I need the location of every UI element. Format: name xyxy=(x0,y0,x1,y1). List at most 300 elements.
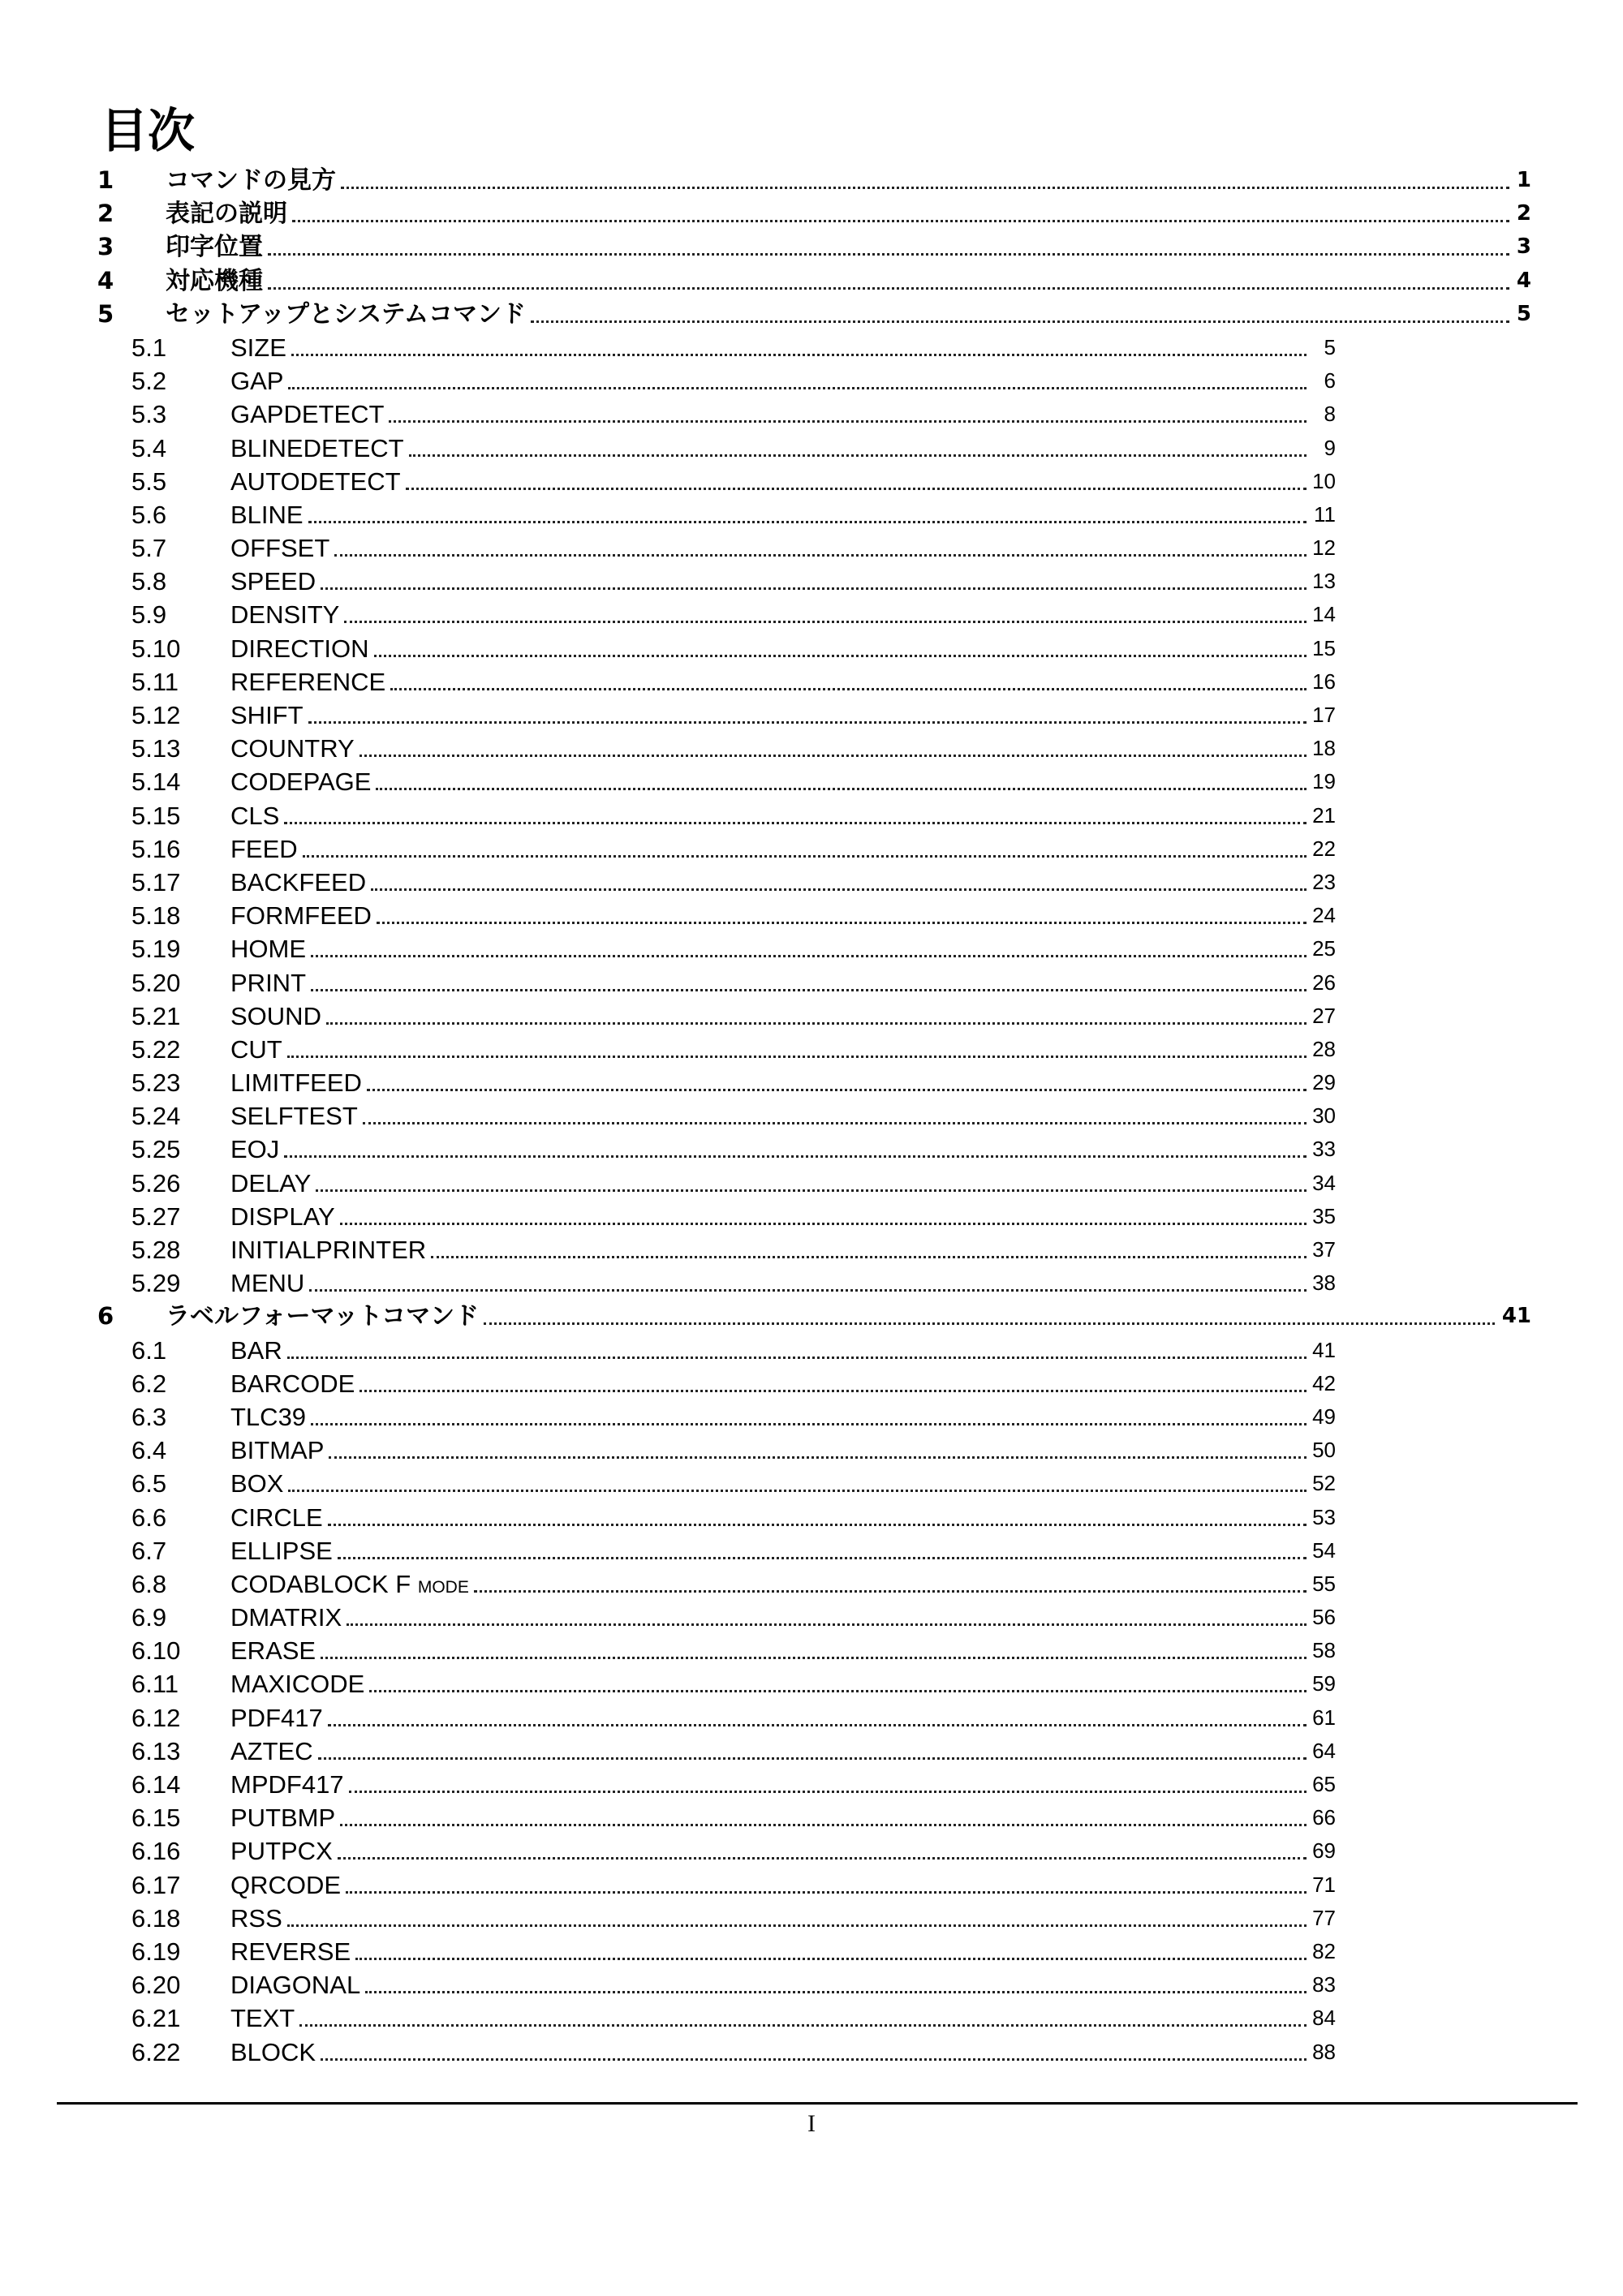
toc-entry-subsection[interactable] xyxy=(0,1066,1623,1099)
toc-entry-title: セットアップとシステムコマンド xyxy=(166,299,526,329)
toc-entry-page: 64 xyxy=(1312,1738,1336,1763)
toc-entry-title xyxy=(230,1834,333,1868)
toc-entry-title xyxy=(230,1935,351,1968)
toc-entry-title-text: AUTODETECT xyxy=(230,467,401,496)
dot-leader xyxy=(341,187,1509,189)
toc-entry-number: 5.17 xyxy=(131,867,181,896)
toc-entry-subsection[interactable] xyxy=(0,1768,1623,1801)
toc-entry-page: 10 xyxy=(1312,468,1336,493)
dot-leader xyxy=(334,554,1307,557)
dot-leader xyxy=(328,1724,1307,1726)
toc-entry-title-text: MENU xyxy=(230,1269,305,1298)
toc-entry-page: 56 xyxy=(1312,1605,1336,1630)
toc-entry-number: 6.3 xyxy=(131,1402,167,1431)
toc-entry-page: 6 xyxy=(1324,368,1336,393)
toc-entry-page: 37 xyxy=(1312,1237,1336,1262)
toc-entry-title-text: SPEED xyxy=(230,567,316,596)
toc-entry-title-text: BOX xyxy=(230,1469,284,1498)
toc-entry-number: 5.13 xyxy=(131,734,181,763)
toc-entry-number: 6.2 xyxy=(131,1369,167,1398)
toc-entry-title xyxy=(230,932,306,965)
toc-entry-number: 5.2 xyxy=(131,367,167,396)
toc-entry-title xyxy=(230,1099,358,1133)
toc-entry-title-text: REVERSE xyxy=(230,1937,351,1966)
toc-entry-page: 50 xyxy=(1312,1438,1336,1463)
toc-entry-page: 35 xyxy=(1312,1203,1336,1228)
dot-leader xyxy=(340,1223,1307,1225)
toc-entry-number: 5.3 xyxy=(131,400,167,429)
toc-entry-title xyxy=(230,1066,362,1099)
toc-entry-number: 6.10 xyxy=(131,1636,181,1666)
toc-entry-title-text: DIAGONAL xyxy=(230,1971,361,2000)
toc-entry-section[interactable] xyxy=(0,298,1623,331)
dot-leader xyxy=(347,1623,1307,1626)
dot-leader xyxy=(288,1490,1307,1492)
toc-entry-subsection[interactable] xyxy=(0,2036,1623,2069)
toc-entry-subsection[interactable] xyxy=(0,2001,1623,2035)
toc-entry-title-text: SOUND xyxy=(230,1001,321,1030)
toc-entry-title-text: HOME xyxy=(230,935,306,964)
toc-entry-number: 5.22 xyxy=(131,1034,181,1064)
toc-entry-title-text: EOJ xyxy=(230,1135,280,1164)
toc-entry-title xyxy=(230,699,304,732)
dot-leader xyxy=(531,320,1509,323)
toc-entry-subsection[interactable] xyxy=(0,1099,1623,1133)
toc-entry-number: 5.14 xyxy=(131,767,181,797)
toc-entry-page: 5 xyxy=(1324,334,1336,359)
toc-entry-page: 26 xyxy=(1312,970,1336,995)
toc-entry-subsection[interactable] xyxy=(0,966,1623,1000)
toc-entry-page: 30 xyxy=(1312,1103,1336,1129)
toc-entry-subsection[interactable] xyxy=(0,531,1623,565)
dot-leader xyxy=(291,354,1307,356)
toc-entry-title xyxy=(230,1735,313,1768)
toc-entry-number: 6.19 xyxy=(131,1937,181,1966)
toc-entry-subsection[interactable] xyxy=(0,398,1623,431)
toc-entry-title-text: FEED xyxy=(230,834,298,863)
toc-entry-title-text: DMATRIX xyxy=(230,1603,342,1632)
dot-leader xyxy=(376,788,1307,790)
toc-entry-number: 5.28 xyxy=(131,1236,181,1264)
toc-entry-page: 2 xyxy=(1516,201,1531,226)
toc-title: 目次 xyxy=(101,103,196,158)
toc-entry-title-text: PDF417 xyxy=(230,1703,323,1732)
dot-leader xyxy=(308,521,1307,523)
toc-entry-title-text: BAR xyxy=(230,1335,282,1365)
toc-entry-number: 6.5 xyxy=(131,1469,167,1498)
toc-entry-subsection[interactable] xyxy=(0,1200,1623,1233)
toc-entry-number: 5.16 xyxy=(131,834,181,863)
toc-entry-title-text: LIMITFEED xyxy=(230,1068,362,1098)
dot-leader xyxy=(371,888,1307,891)
toc-entry-subsection[interactable] xyxy=(0,732,1623,765)
toc-entry-subsection[interactable] xyxy=(0,899,1623,932)
toc-entry-page: 17 xyxy=(1312,703,1336,727)
toc-entry-number: 6.14 xyxy=(131,1770,181,1799)
toc-entry-subsection[interactable] xyxy=(0,565,1623,598)
toc-entry-title xyxy=(230,364,283,398)
toc-entry-page: 69 xyxy=(1312,1838,1336,1864)
toc-entry-title-text: CODEPAGE xyxy=(230,767,372,797)
toc-entry-subsection[interactable] xyxy=(0,1133,1623,1166)
toc-entry-number: 6.4 xyxy=(131,1436,167,1465)
dot-leader xyxy=(287,1357,1307,1359)
toc-entry-title-text: CIRCLE xyxy=(230,1503,323,1532)
toc-entry-subsection[interactable] xyxy=(0,932,1623,965)
toc-entry-title xyxy=(230,1601,342,1634)
toc-entry-subsection[interactable] xyxy=(0,498,1623,531)
dot-leader xyxy=(355,1958,1307,1960)
toc-entry-subsection[interactable] xyxy=(0,1601,1623,1634)
toc-entry-page: 18 xyxy=(1312,736,1336,761)
toc-entry-subsection[interactable] xyxy=(0,1167,1623,1200)
dot-leader xyxy=(431,1256,1307,1258)
toc-entry-subsection[interactable] xyxy=(0,1501,1623,1534)
dot-leader xyxy=(484,1322,1495,1325)
toc-entry-number: 5.5 xyxy=(131,467,167,496)
toc-entry-page: 88 xyxy=(1312,2039,1336,2064)
toc-entry-title xyxy=(230,398,384,431)
toc-entry-title xyxy=(230,1567,469,1604)
toc-entry-title xyxy=(230,732,355,765)
toc-entry-title xyxy=(230,632,369,665)
dot-leader xyxy=(369,1690,1307,1692)
toc-entry-title xyxy=(230,1233,426,1266)
toc-entry-page: 9 xyxy=(1324,435,1336,460)
toc-entry-page: 24 xyxy=(1312,903,1336,928)
toc-entry-page: 83 xyxy=(1312,1972,1336,1997)
dot-leader xyxy=(321,2058,1307,2061)
toc-entry-subsection[interactable] xyxy=(0,665,1623,699)
toc-entry-page: 21 xyxy=(1312,802,1336,828)
toc-entry-subsection[interactable] xyxy=(0,1667,1623,1701)
dot-leader xyxy=(329,1456,1307,1459)
toc-entry-title xyxy=(230,531,329,565)
toc-entry-number: 5.24 xyxy=(131,1102,181,1131)
toc-entry-title-text: CLS xyxy=(230,801,280,830)
toc-entry-number: 5.21 xyxy=(131,1001,181,1030)
toc-entry-subsection[interactable] xyxy=(0,598,1623,631)
toc-entry-title xyxy=(230,1033,282,1066)
toc-entry-page: 41 xyxy=(1312,1337,1336,1362)
toc-entry-page: 55 xyxy=(1312,1571,1336,1596)
toc-entry-subsection[interactable] xyxy=(0,1400,1623,1434)
dot-leader xyxy=(318,1757,1307,1760)
toc-entry-subsection[interactable] xyxy=(0,699,1623,732)
toc-entry-page: 34 xyxy=(1312,1170,1336,1195)
toc-entry-page: 49 xyxy=(1312,1404,1336,1429)
toc-entry-page: 8 xyxy=(1324,402,1336,427)
toc-entry-title-text: ELLIPSE xyxy=(230,1536,333,1565)
toc-entry-title-suffix: MODE xyxy=(417,1577,469,1597)
dot-leader xyxy=(338,1557,1307,1559)
dot-leader xyxy=(363,1122,1307,1124)
toc-entry-title-text: DENSITY xyxy=(230,600,340,630)
toc-entry-title-text: SIZE xyxy=(230,333,286,362)
toc-entry-title xyxy=(230,966,306,1000)
dot-leader xyxy=(287,1924,1307,1927)
page-number: I xyxy=(807,2110,816,2137)
toc-entry-title-text: OFFSET xyxy=(230,534,330,563)
toc-entry-section[interactable] xyxy=(0,197,1623,230)
toc-entry-title xyxy=(230,866,366,899)
toc-entry-title-text: SHIFT xyxy=(230,701,304,729)
toc-entry-subsection[interactable] xyxy=(0,1701,1623,1735)
toc-entry-title-text: BARCODE xyxy=(230,1369,355,1398)
toc-entry-number: 6.22 xyxy=(131,2037,181,2066)
toc-entry-page: 19 xyxy=(1312,769,1336,794)
dot-leader xyxy=(292,220,1509,222)
toc-entry-subsection[interactable] xyxy=(0,866,1623,899)
dot-leader xyxy=(340,1824,1307,1826)
dot-leader xyxy=(338,1857,1307,1860)
toc-entry-title xyxy=(230,1902,282,1935)
dot-leader xyxy=(321,587,1307,590)
toc-entry-page: 66 xyxy=(1312,1805,1336,1830)
toc-entry-number: 5.7 xyxy=(131,534,167,563)
toc-entry-title xyxy=(230,498,304,531)
toc-entry-number: 5 xyxy=(97,299,114,328)
toc-entry-title-text: DIRECTION xyxy=(230,634,369,663)
toc-entry-title-text: QRCODE xyxy=(230,1870,342,1899)
dot-leader xyxy=(406,488,1307,490)
toc-entry-subsection[interactable] xyxy=(0,1367,1623,1400)
toc-entry-title xyxy=(230,1501,323,1534)
toc-entry-title-text: FORMFEED xyxy=(230,901,372,931)
dot-leader xyxy=(374,655,1307,657)
toc-entry-subsection[interactable] xyxy=(0,1935,1623,1968)
toc-entry-title xyxy=(230,1167,311,1200)
toc-entry-page: 25 xyxy=(1312,936,1336,961)
toc-entry-section[interactable] xyxy=(0,264,1623,298)
dot-leader xyxy=(326,1022,1307,1025)
toc-entry-number: 6.21 xyxy=(131,2004,181,2033)
toc-entry-number: 5.26 xyxy=(131,1168,181,1197)
toc-entry-number: 6.8 xyxy=(131,1569,167,1598)
toc-entry-page: 61 xyxy=(1312,1705,1336,1730)
toc-entry-title-text: SELFTEST xyxy=(230,1102,358,1131)
toc-entry-number: 5.10 xyxy=(131,634,181,663)
dot-leader xyxy=(308,721,1307,724)
dot-leader xyxy=(309,1289,1307,1292)
toc-entry-number: 5.8 xyxy=(131,567,167,596)
toc-entry-subsection[interactable] xyxy=(0,364,1623,398)
toc-entry-title-text: INITIALPRINTER xyxy=(230,1236,427,1264)
toc-entry-title xyxy=(230,765,371,798)
toc-entry-page: 82 xyxy=(1312,1938,1336,1963)
toc-entry-number: 5.6 xyxy=(131,500,167,529)
toc-entry-subsection[interactable] xyxy=(0,1534,1623,1567)
dot-leader xyxy=(311,1423,1307,1425)
dot-leader xyxy=(321,1657,1307,1659)
toc-entry-title xyxy=(230,1467,283,1500)
toc-entry-title xyxy=(230,799,279,832)
toc-entry-title xyxy=(230,1768,344,1801)
toc-entry-title: ラベルフォーマットコマンド xyxy=(166,1302,480,1331)
toc-entry-title-text: CUT xyxy=(230,1034,282,1064)
toc-entry-subsection[interactable] xyxy=(0,1735,1623,1768)
toc-entry-number: 5.1 xyxy=(131,333,167,362)
toc-entry-title-text: ERASE xyxy=(230,1636,316,1666)
toc-entry-title-text: COUNTRY xyxy=(230,734,355,763)
dot-leader xyxy=(316,1189,1307,1192)
toc-entry-title: 表記の説明 xyxy=(166,200,287,229)
toc-entry-page: 33 xyxy=(1312,1137,1336,1162)
toc-entry-subsection[interactable] xyxy=(0,432,1623,465)
toc-entry-page: 13 xyxy=(1312,569,1336,594)
toc-entry-title xyxy=(230,1968,360,2001)
toc-entry-subsection[interactable] xyxy=(0,632,1623,665)
toc-entry-page: 28 xyxy=(1312,1036,1336,1061)
toc-entry-subsection[interactable] xyxy=(0,465,1623,498)
toc-entry-subsection[interactable] xyxy=(0,1801,1623,1834)
toc-entry-subsection[interactable] xyxy=(0,331,1623,364)
toc-entry-number: 6.13 xyxy=(131,1736,181,1765)
dot-leader xyxy=(344,621,1307,623)
toc-entry-number: 5.12 xyxy=(131,701,181,729)
dot-leader xyxy=(390,688,1307,690)
toc-entry-subsection[interactable] xyxy=(0,1902,1623,1935)
dot-leader xyxy=(288,387,1307,389)
toc-entry-title-text: TLC39 xyxy=(230,1402,307,1431)
toc-entry-title-text: MPDF417 xyxy=(230,1770,344,1799)
dot-leader xyxy=(311,989,1307,991)
toc-entry-title xyxy=(230,1801,335,1834)
toc-entry-title xyxy=(230,1400,306,1434)
toc-entry-subsection[interactable] xyxy=(0,1467,1623,1500)
toc-entry-subsection[interactable] xyxy=(0,1634,1623,1667)
toc-entry-page: 58 xyxy=(1312,1638,1336,1663)
dot-leader xyxy=(284,1155,1307,1158)
dot-leader xyxy=(311,955,1307,957)
toc-entry-subsection[interactable] xyxy=(0,1266,1623,1300)
toc-entry-section[interactable] xyxy=(0,230,1623,264)
toc-entry-number: 5.15 xyxy=(131,801,181,830)
toc-entry-page: 41 xyxy=(1501,1304,1531,1329)
toc-entry-subsection[interactable] xyxy=(0,1000,1623,1033)
toc-entry-title-text: MAXICODE xyxy=(230,1670,365,1699)
toc-entry-subsection[interactable] xyxy=(0,1968,1623,2001)
toc-entry-number: 6.16 xyxy=(131,1837,181,1866)
toc-entry-number: 3 xyxy=(97,233,114,261)
table-of-contents xyxy=(0,164,1623,2069)
toc-entry-number: 6.1 xyxy=(131,1335,167,1365)
toc-entry-title-text: AZTEC xyxy=(230,1736,313,1765)
toc-entry-page: 71 xyxy=(1312,1872,1336,1897)
toc-entry-page: 52 xyxy=(1312,1471,1336,1496)
toc-entry-number: 6.18 xyxy=(131,1903,181,1933)
toc-entry-number: 5.19 xyxy=(131,935,181,964)
toc-entry-subsection[interactable] xyxy=(0,799,1623,832)
toc-entry-title xyxy=(230,832,298,866)
toc-entry-subsection[interactable] xyxy=(0,832,1623,866)
toc-entry-page: 1 xyxy=(1516,168,1531,192)
toc-entry-subsection[interactable] xyxy=(0,1567,1623,1601)
toc-entry-page: 84 xyxy=(1312,2006,1336,2031)
toc-entry-subsection[interactable] xyxy=(0,1033,1623,1066)
toc-entry-title xyxy=(230,1634,316,1667)
toc-entry-title xyxy=(230,1133,279,1166)
toc-entry-title: コマンドの見方 xyxy=(166,166,336,195)
toc-entry-title xyxy=(230,2036,316,2069)
dot-leader xyxy=(268,253,1509,256)
toc-entry-subsection[interactable] xyxy=(0,1233,1623,1266)
toc-entry-title xyxy=(230,665,385,699)
toc-entry-title xyxy=(230,598,339,631)
toc-entry-number: 1 xyxy=(97,166,114,194)
toc-entry-page: 3 xyxy=(1516,234,1531,260)
toc-entry-number: 6.15 xyxy=(131,1804,181,1833)
toc-entry-subsection[interactable] xyxy=(0,1434,1623,1467)
toc-entry-page: 38 xyxy=(1312,1271,1336,1296)
toc-entry-title xyxy=(230,1534,333,1567)
toc-entry-section[interactable] xyxy=(0,164,1623,197)
toc-entry-page: 15 xyxy=(1312,635,1336,660)
footer-rule xyxy=(57,2102,1578,2105)
toc-entry-number: 5.20 xyxy=(131,968,181,997)
toc-entry-number: 5.25 xyxy=(131,1135,181,1164)
toc-entry-title xyxy=(230,465,401,498)
toc-entry-page: 29 xyxy=(1312,1070,1336,1095)
toc-entry-subsection[interactable] xyxy=(0,1868,1623,1902)
toc-entry-number: 6 xyxy=(97,1302,114,1331)
toc-entry-subsection[interactable] xyxy=(0,1334,1623,1367)
toc-entry-number: 2 xyxy=(97,200,114,228)
toc-entry-title xyxy=(230,1434,324,1467)
toc-entry-number: 5.11 xyxy=(131,667,179,696)
toc-entry-subsection[interactable] xyxy=(0,765,1623,798)
toc-entry-title: 対応機種 xyxy=(166,266,263,295)
toc-entry-title xyxy=(230,1266,304,1300)
toc-entry-page: 27 xyxy=(1312,1003,1336,1028)
toc-entry-title xyxy=(230,899,372,932)
toc-entry-page: 12 xyxy=(1312,535,1336,561)
toc-entry-page: 22 xyxy=(1312,836,1336,861)
toc-entry-title xyxy=(230,331,286,364)
toc-entry-subsection[interactable] xyxy=(0,1834,1623,1868)
toc-entry-number: 5.27 xyxy=(131,1202,181,1231)
dot-leader xyxy=(389,420,1307,423)
dot-leader xyxy=(367,1089,1307,1091)
toc-entry-title: 印字位置 xyxy=(166,233,263,262)
toc-entry-section[interactable] xyxy=(0,1300,1623,1333)
dot-leader xyxy=(268,287,1509,290)
toc-entry-title-text: BLINEDETECT xyxy=(230,433,404,462)
dot-leader xyxy=(474,1590,1307,1593)
toc-entry-title-text: BLINE xyxy=(230,500,304,529)
toc-entry-title-text: REFERENCE xyxy=(230,667,386,696)
toc-entry-title xyxy=(230,1667,364,1701)
toc-entry-page: 54 xyxy=(1312,1537,1336,1563)
toc-entry-number: 6.20 xyxy=(131,1971,181,2000)
toc-entry-page: 4 xyxy=(1516,268,1531,293)
toc-entry-number: 5.4 xyxy=(131,433,167,462)
toc-entry-title-text: BITMAP xyxy=(230,1436,325,1465)
toc-entry-title xyxy=(230,432,404,465)
toc-entry-number: 6.17 xyxy=(131,1870,181,1899)
toc-entry-page: 59 xyxy=(1312,1671,1336,1696)
dot-leader xyxy=(284,822,1307,824)
toc-entry-page: 11 xyxy=(1314,501,1336,527)
toc-entry-number: 5.18 xyxy=(131,901,181,931)
dot-leader xyxy=(287,1056,1307,1058)
toc-entry-number: 6.11 xyxy=(131,1670,179,1699)
toc-entry-title xyxy=(230,1701,323,1735)
dot-leader xyxy=(328,1524,1307,1526)
toc-entry-title xyxy=(230,1868,341,1902)
toc-entry-number: 6.6 xyxy=(131,1503,167,1532)
toc-entry-title-text: PUTBMP xyxy=(230,1804,336,1833)
